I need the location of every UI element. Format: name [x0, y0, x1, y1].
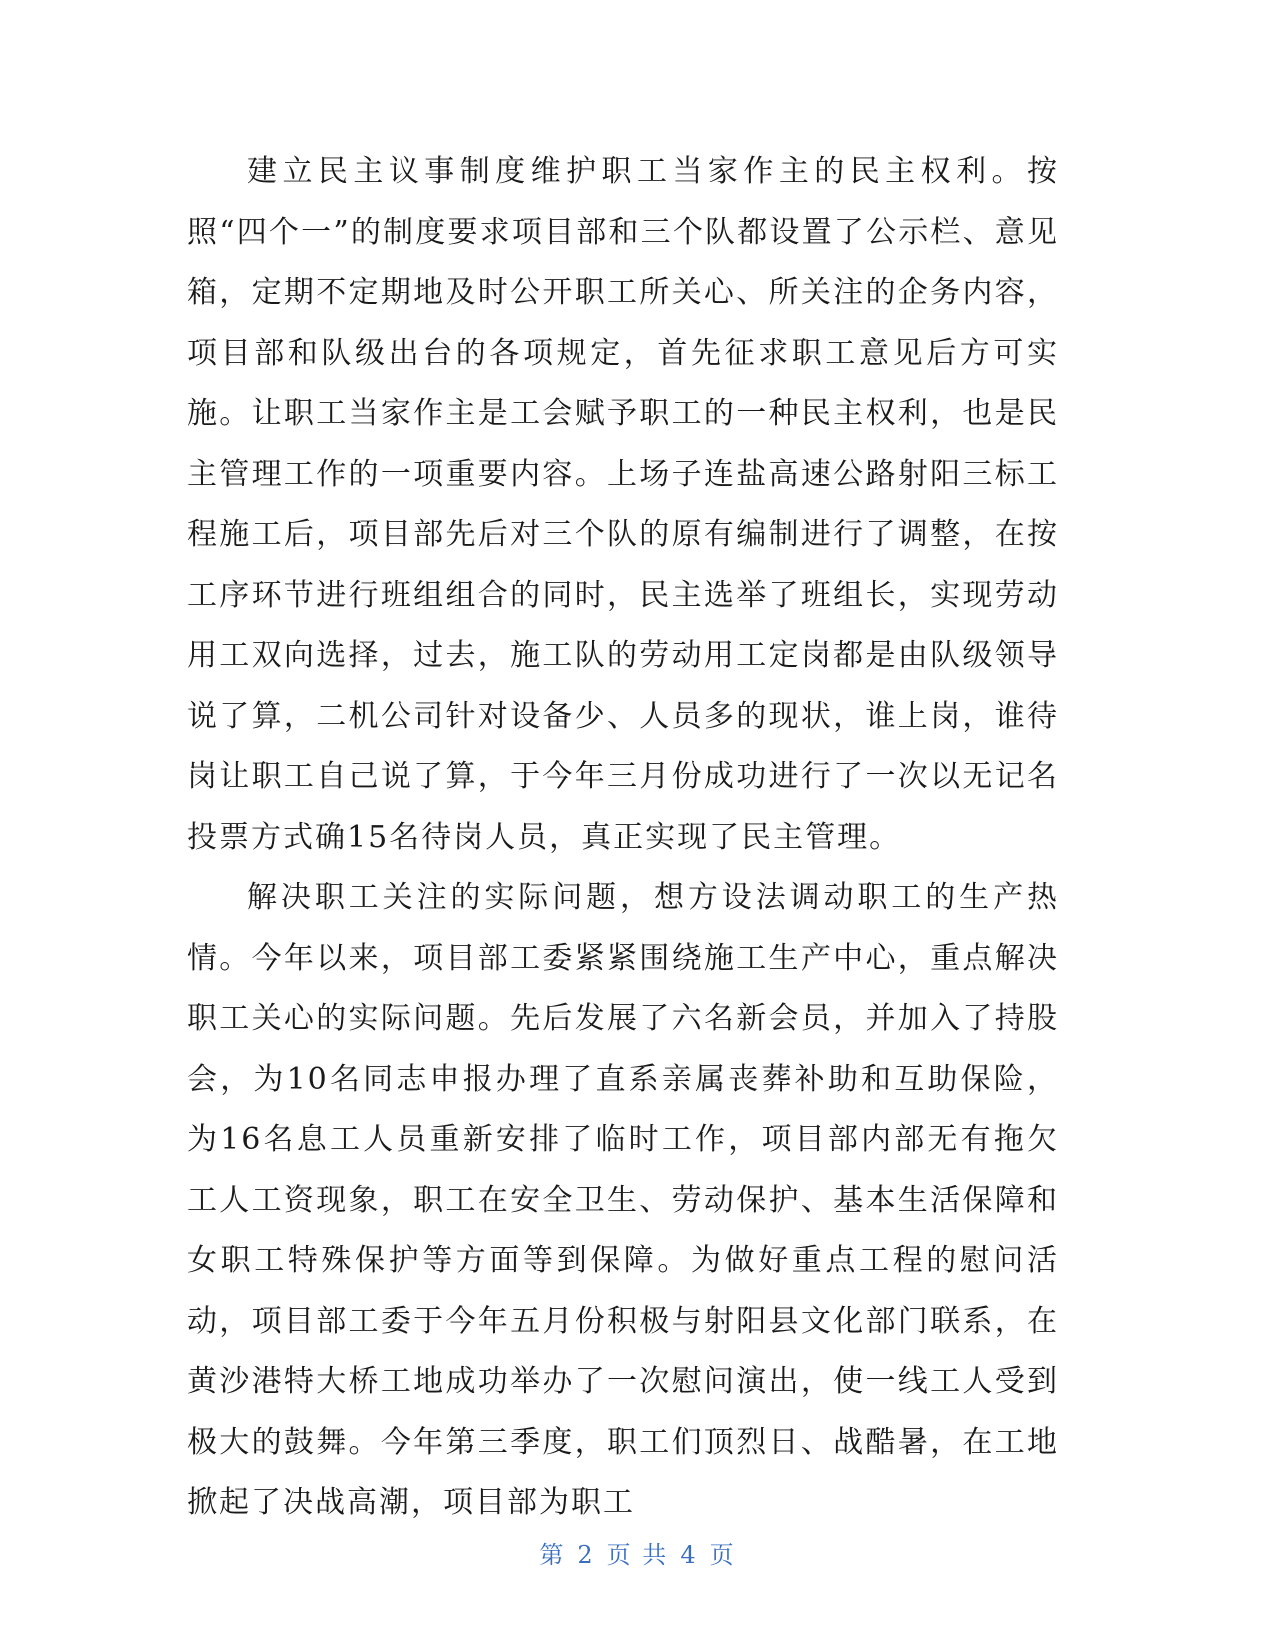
paragraph-worker-concerns: 解决职工关注的实际问题，想方设法调动职工的生产热情。今年以来，项目部工委紧紧围绕施工生产中心，重点解决职工关心的实际问题。先后发展了六名新会员，并加入了持股会，为10名同志申报办理了直系亲属丧葬补助和互助保险，为16名息工人员重新安排了临时工作，项目部内部无有拖欠工人工资现象，职工在安全卫生、劳动保护、基本生活保障和女职工特殊保护等方面等到保障。为做好重点工程的慰问活动，项目部工委于今年五月份积极与射阳县文化部门联系，在黄沙港特大桥工地成功举办了一次慰问演出，使一线工人受到极大的鼓舞。今年第三季度，职工们顶烈日、战酷暑，在工地掀起了决战高潮，项目部为职工 — [187, 880, 1059, 1520]
document-body — [187, 142, 1059, 1534]
footer-mid: 页 共 — [606, 1541, 669, 1569]
paragraph-democratic-management: 建立民主议事制度维护职工当家作主的民主权利。按照“四个一”的制度要求项目部和三个队都设置了公示栏、意见箱，定期不定期地及时公开职工所关心、所关注的企务内容，项目部和队级出台的各项规定，首先征求职工意见后方可实施。让职工当家作主是工会赋予职工的一种民主权利，也是民主管理工作的一项重要内容。上场子连盐高速公路射阳三标工程施工后，项目部先后对三个队的原有编制进行了调整，在按工序环节进行班组组合的同时，民主选举了班组长，实现劳动用工双向选择，过去，施工队的劳动用工定岗都是由队级领导说了算，二机公司针对设备少、人员多的现状，谁上岗，谁待岗让职工自己说了算，于今年三月份成功进行了一次以无记名投票方式确15名待岗人员，真正实现了民主管理。 — [187, 154, 1059, 855]
footer-prefix: 第 — [539, 1541, 566, 1569]
footer-suffix: 页 — [709, 1541, 736, 1569]
footer-total-pages: 4 — [680, 1541, 698, 1569]
page-footer — [0, 1535, 1275, 1570]
footer-current-page: 2 — [577, 1541, 595, 1569]
